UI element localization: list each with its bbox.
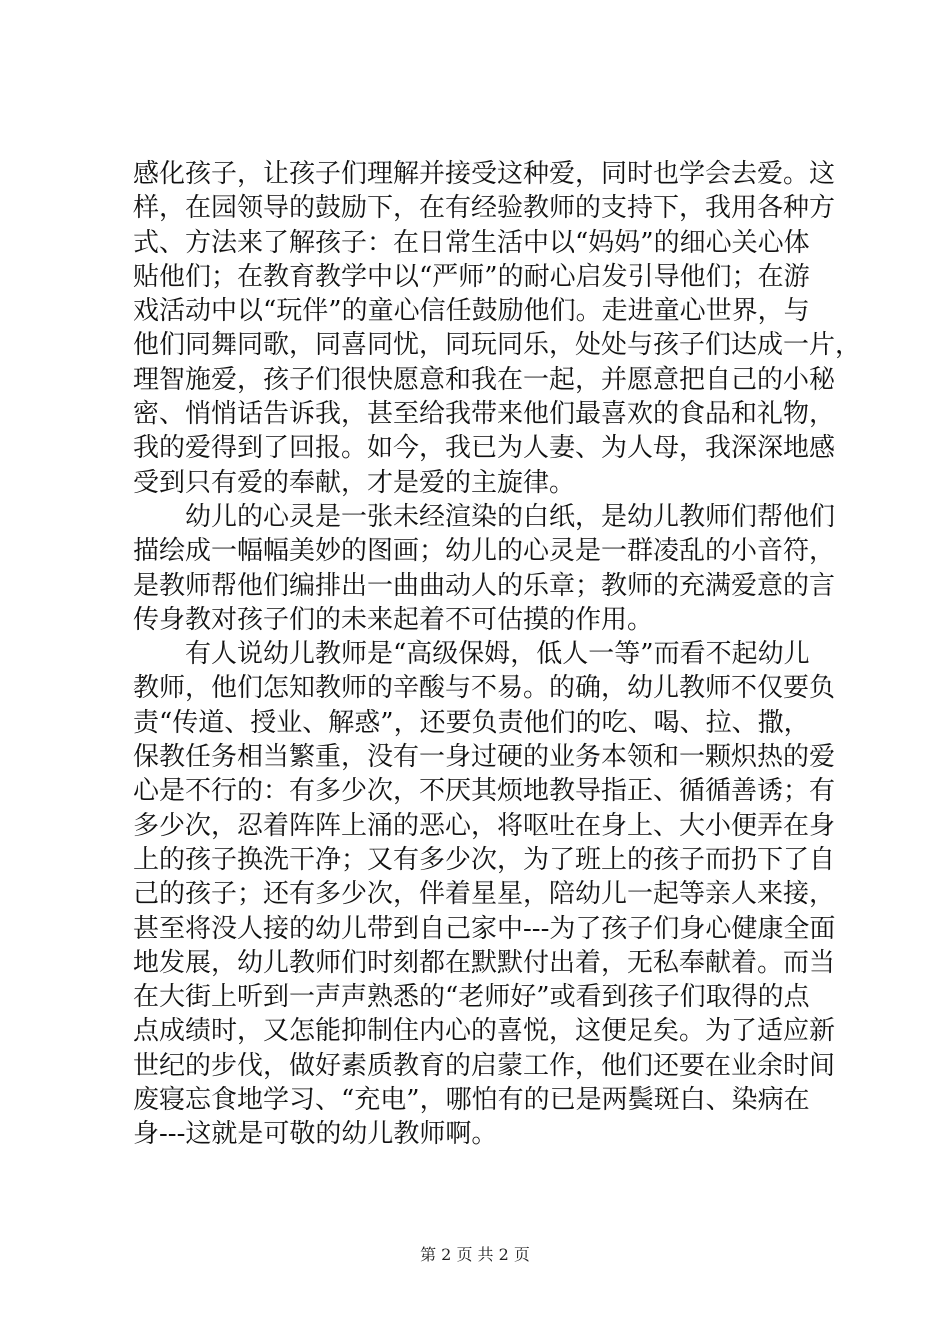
text-line: 点成绩时，又怎能抑制住内心的喜悦，这便足矣。为了适应新: [133, 1016, 836, 1047]
text-line: 式、方法来了解孩子：在日常生活中以“妈妈”的细心关心体: [133, 227, 810, 258]
text-line: 在大街上听到一声声熟悉的“老师好”或看到孩子们取得的点: [133, 982, 810, 1013]
text-line: 多少次，忍着阵阵上涌的恶心，将呕吐在身上、大小便弄在身: [133, 810, 836, 841]
text-line: 描绘成一幅幅美妙的图画；幼儿的心灵是一群凌乱的小音符，: [133, 536, 836, 567]
text-line: 理智施爱，孩子们很快愿意和我在一起，并愿意把自己的小秘: [133, 364, 836, 395]
text-line: 地发展，幼儿教师们时刻都在默默付出着，无私奉献着。而当: [133, 947, 836, 978]
page-number-footer: 第 2 页 共 2 页: [420, 1245, 530, 1264]
text-line: 身---这就是可敬的幼儿教师啊。: [133, 1119, 498, 1150]
paragraph-start-line: 有人说幼儿教师是“高级保姆，低人一等”而看不起幼儿: [133, 639, 810, 670]
text-line: 是教师帮他们编排出一曲曲动人的乐章；教师的充满爱意的言: [133, 570, 836, 601]
text-line: 甚至将没人接的幼儿带到自己家中---为了孩子们身心健康全面: [133, 913, 836, 944]
text-line: 教师，他们怎知教师的辛酸与不易。的确，幼儿教师不仅要负: [133, 673, 836, 704]
text-line: 贴他们；在教育教学中以“严师”的耐心启发引导他们；在游: [133, 261, 810, 292]
text-line: 保教任务相当繁重，没有一身过硬的业务本领和一颗炽热的爱: [133, 742, 836, 773]
text-line: 心是不行的：有多少次，不厌其烦地教导指正、循循善诱；有: [133, 776, 836, 807]
text-line: 世纪的步伐，做好素质教育的启蒙工作，他们还要在业余时间: [133, 1050, 836, 1081]
text-line: 责“传道、授业、解惑”，还要负责他们的吃、喝、拉、撒，: [133, 707, 810, 738]
text-line: 戏活动中以“玩伴”的童心信任鼓励他们。走进童心世界，与: [133, 296, 810, 327]
text-line: 废寝忘食地学习、“充电”，哪怕有的已是两鬓斑白、染病在: [133, 1085, 810, 1116]
text-line: 上的孩子换洗干净；又有多少次，为了班上的孩子而扔下了自: [133, 844, 836, 875]
text-line: 受到只有爱的奉献，才是爱的主旋律。: [133, 467, 576, 498]
text-line: 我的爱得到了回报。如今，我已为人妻、为人母，我深深地感: [133, 433, 836, 464]
text-line: 己的孩子；还有多少次，伴着星星，陪幼儿一起等亲人来接，: [133, 879, 836, 910]
text-line: 传身教对孩子们的未来起着不可估摸的作用。: [133, 604, 654, 635]
text-line: 密、悄悄话告诉我，甚至给我带来他们最喜欢的食品和礼物，: [133, 399, 836, 430]
text-line: 样，在园领导的鼓励下，在有经验教师的支持下，我用各种方: [133, 193, 836, 224]
body-text: [133, 157, 862, 1152]
text-line: 感化孩子，让孩子们理解并接受这种爱，同时也学会去爱。这: [133, 159, 836, 189]
paragraph-start-line: 幼儿的心灵是一张未经渲染的白纸，是幼儿教师们帮他们: [133, 501, 836, 532]
text-line: 他们同舞同歌，同喜同忧，同玩同乐，处处与孩子们达成一片，: [133, 330, 862, 361]
